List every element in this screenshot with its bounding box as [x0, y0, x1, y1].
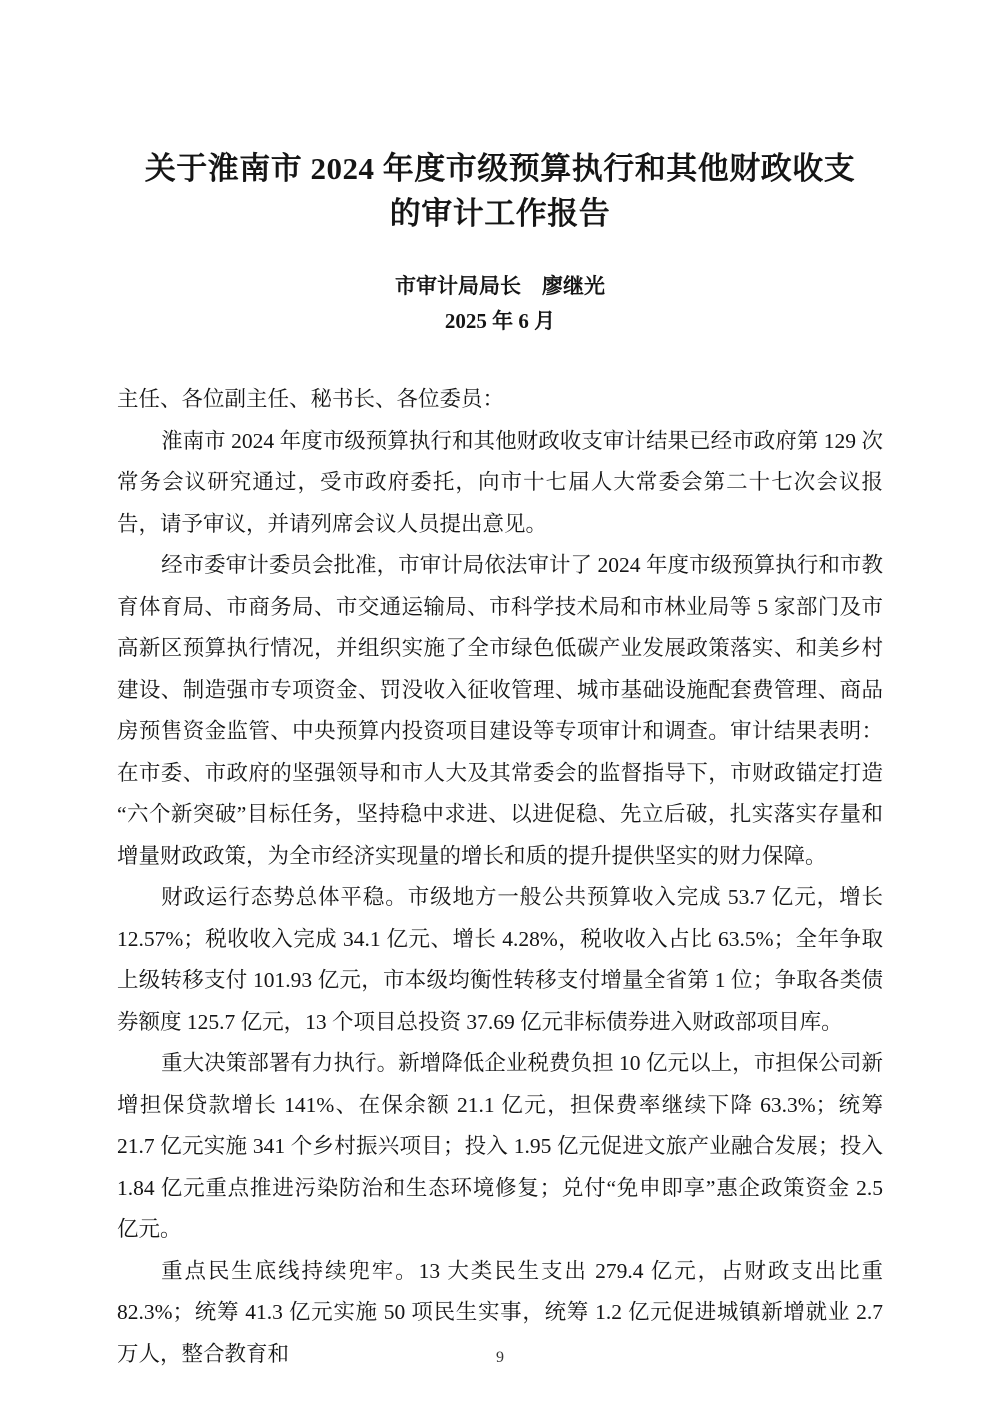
author-byline: 市审计局局长 廖继光: [395, 274, 605, 298]
paragraph-fiscal-operation: 财政运行态势总体平稳。市级地方一般公共预算收入完成 53.7 亿元，增长 12.57%；税收收入完成 34.1 亿元、增长 4.28%，税收收入占比 63.5%；全年争取上级转移支付 101.93 亿元，市本级均衡性转移支付增量全省第 1 位；争取各类债券额度 125.7 亿元，13 个项目总投资 37.69 亿元非标债券进入财政部项目库。: [117, 885, 883, 1034]
document-title: [90, 146, 910, 236]
paragraph-major-decisions: 重大决策部署有力执行。新增降低企业税费负担 10 亿元以上，市担保公司新增担保贷款增长 141%、在保余额 21.1 亿元，担保费率继续下降 63.3%；统筹 21.7 亿元实施 341 个乡村振兴项目；投入 1.95 亿元促进文旅产业融合发展；投入 1.84 亿元重点推进污染防治和生态环境修复；兑付“免申即享”惠企政策资金 2.5 亿元。: [117, 1051, 883, 1241]
paragraph-livelihood: 重点民生底线持续兜牢。13 大类民生支出 279.4 亿元，占财政支出比重 82.3%；统筹 41.3 亿元实施 50 项民生实事，统筹 1.2 亿元促进城镇新增就业 2.7 万人，整合教育和: [117, 1258, 883, 1366]
document-body: [117, 379, 883, 1375]
title-line-1: 关于淮南市 2024 年度市级预算执行和其他财政收支: [144, 151, 856, 186]
paragraph-audit-scope: 经市委审计委员会批准，市审计局依法审计了 2024 年度市级预算执行和市教育体育局、市商务局、市交通运输局、市科学技术局和市林业局等 5 家部门及市高新区预算执行情况，并组织实施了全市绿色低碳产业发展政策落实、和美乡村建设、制造强市专项资金、罚没收入征收管理、城市基础设施配套费管理、商品房预售资金监管、中央预算内投资项目建设等专项审计和调查。审计结果表明：在市委、市政府的坚强领导和市人大及其常委会的监督指导下，市财政锚定打造“六个新突破”目标任务，坚持稳中求进、以进促稳、先立后破，扎实落实存量和增量财政政策，为全市经济实现量的增长和质的提升提供坚实的财力保障。: [117, 553, 883, 868]
salutation: 主任、各位副主任、秘书长、各位委员：: [117, 387, 505, 411]
report-date: 2025 年 6 月: [444, 309, 556, 333]
page-number: 9: [496, 1349, 504, 1366]
paragraph-intro: 淮南市 2024 年度市级预算执行和其他财政收支审计结果已经市政府第 129 次常务会议研究通过，受市政府委托，向市十七届人大常委会第二十七次会议报告，请予审议，并请列席会议人员提出意见。: [117, 428, 883, 536]
title-line-2: 的审计工作报告: [389, 196, 611, 231]
